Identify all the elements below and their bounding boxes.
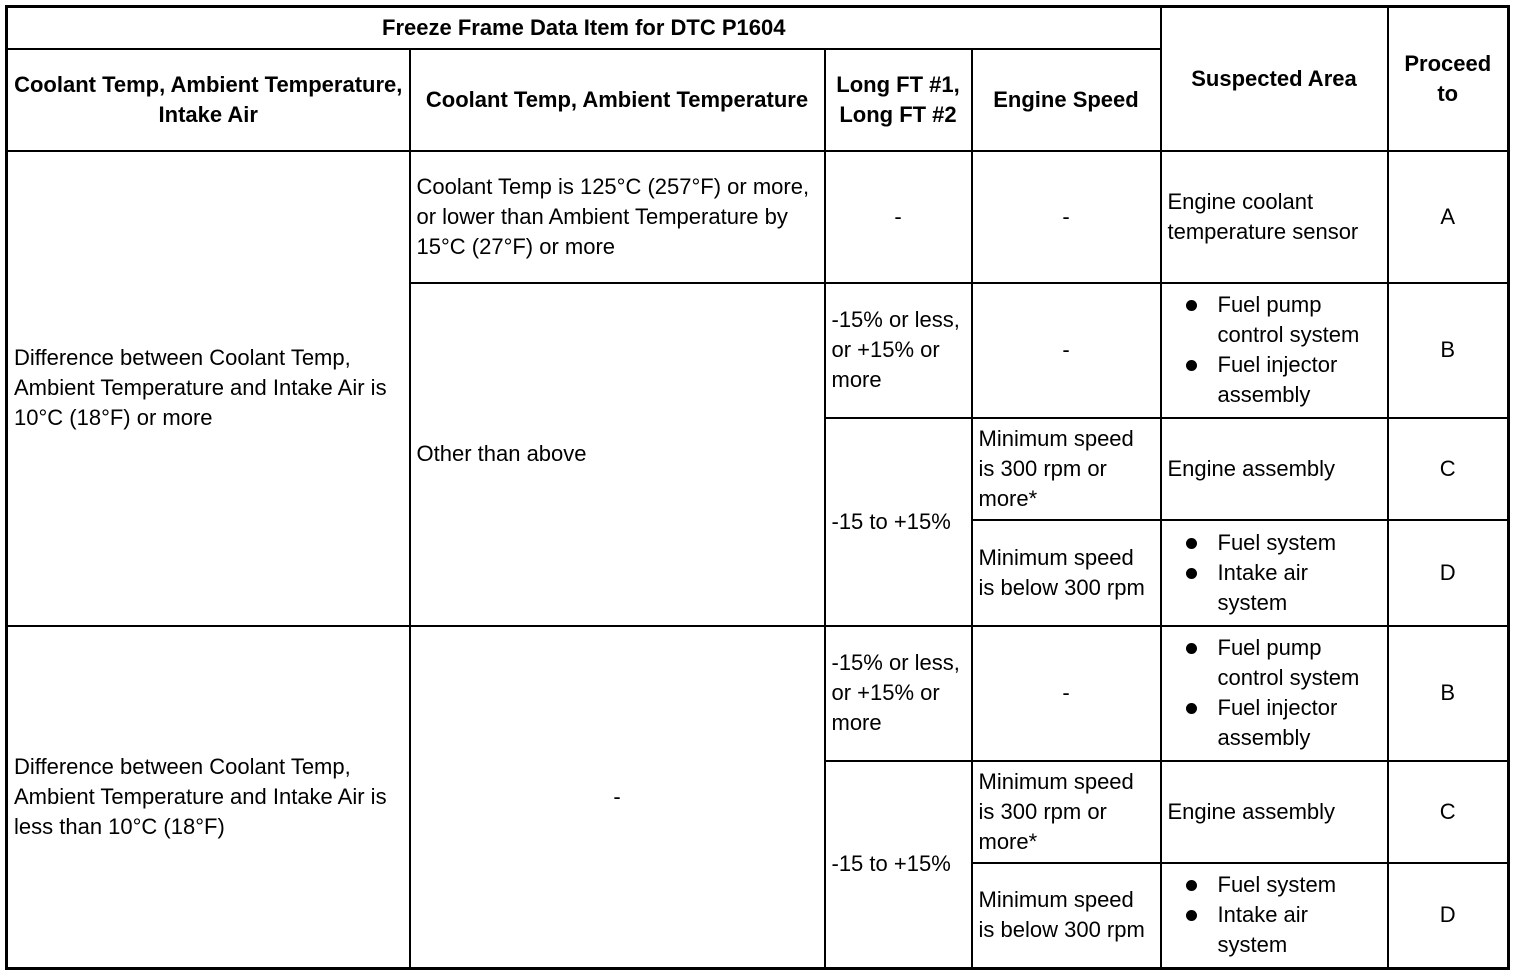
- proceed-cell: C: [1388, 761, 1509, 863]
- proceed-cell: A: [1388, 151, 1509, 283]
- proceed-cell: B: [1388, 283, 1509, 418]
- proceed-cell: D: [1388, 863, 1509, 969]
- condition-cell: Difference between Coolant Temp, Ambient Temperature and Intake Air is 10°C (18°F) or more: [7, 151, 410, 626]
- list-item: Fuel pump control system: [1168, 290, 1381, 350]
- list-item: Intake air system: [1168, 558, 1381, 618]
- suspected-area-list: [1168, 528, 1381, 618]
- proceed-cell: D: [1388, 520, 1509, 626]
- long-ft-cell: -: [825, 151, 972, 283]
- dtc-p1604-table: [5, 5, 1510, 970]
- group-title: Freeze Frame Data Item for DTC P1604: [7, 7, 1161, 49]
- list-item: Fuel injector assembly: [1168, 693, 1381, 753]
- list-item: Fuel system: [1168, 870, 1381, 900]
- list-item: Fuel injector assembly: [1168, 350, 1381, 410]
- proceed-cell: C: [1388, 418, 1509, 520]
- condition-cell: Difference between Coolant Temp, Ambient Temperature and Intake Air is less than 10°C (18°F): [7, 626, 410, 969]
- coolant-cell: Coolant Temp is 125°C (257°F) or more, or lower than Ambient Temperature by 15°C (27°F) or more: [410, 151, 825, 283]
- long-ft-cell: -15 to +15%: [825, 761, 972, 969]
- table-row: [7, 151, 1509, 283]
- suspected-area-cell: Engine assembly: [1161, 761, 1388, 863]
- suspected-area-list: [1168, 870, 1381, 960]
- col-header-coolant-ambient: Coolant Temp, Ambient Temperature: [410, 49, 825, 151]
- engine-speed-cell: Minimum speed is 300 rpm or more*: [972, 418, 1161, 520]
- coolant-cell: Other than above: [410, 283, 825, 626]
- col-header-long-ft: Long FT #1, Long FT #2: [825, 49, 972, 151]
- engine-speed-cell: Minimum speed is below 300 rpm: [972, 520, 1161, 626]
- engine-speed-cell: -: [972, 283, 1161, 418]
- header-row-group: [7, 7, 1509, 49]
- suspected-area-cell: [1161, 283, 1388, 418]
- engine-speed-cell: Minimum speed is below 300 rpm: [972, 863, 1161, 969]
- long-ft-cell: -15 to +15%: [825, 418, 972, 626]
- engine-speed-cell: -: [972, 626, 1161, 761]
- proceed-cell: B: [1388, 626, 1509, 761]
- long-ft-cell: -15% or less, or +15% or more: [825, 626, 972, 761]
- long-ft-cell: -15% or less, or +15% or more: [825, 283, 972, 418]
- suspected-area-cell: [1161, 863, 1388, 969]
- table-row: [7, 626, 1509, 761]
- suspected-area-cell: [1161, 626, 1388, 761]
- engine-speed-cell: -: [972, 151, 1161, 283]
- coolant-cell: -: [410, 626, 825, 969]
- suspected-area-cell: Engine assembly: [1161, 418, 1388, 520]
- col-header-coolant-ambient-intake: Coolant Temp, Ambient Temperature, Intake Air: [7, 49, 410, 151]
- list-item: Fuel system: [1168, 528, 1381, 558]
- list-item: Intake air system: [1168, 900, 1381, 960]
- suspected-area-cell: [1161, 520, 1388, 626]
- col-header-engine-speed: Engine Speed: [972, 49, 1161, 151]
- suspected-area-list: [1168, 290, 1381, 410]
- list-item: Fuel pump control system: [1168, 633, 1381, 693]
- col-header-suspected-area: Suspected Area: [1161, 7, 1388, 151]
- suspected-area-list: [1168, 633, 1381, 753]
- engine-speed-cell: Minimum speed is 300 rpm or more*: [972, 761, 1161, 863]
- col-header-proceed-to: Proceed to: [1388, 7, 1509, 151]
- suspected-area-cell: Engine coolant temperature sensor: [1161, 151, 1388, 283]
